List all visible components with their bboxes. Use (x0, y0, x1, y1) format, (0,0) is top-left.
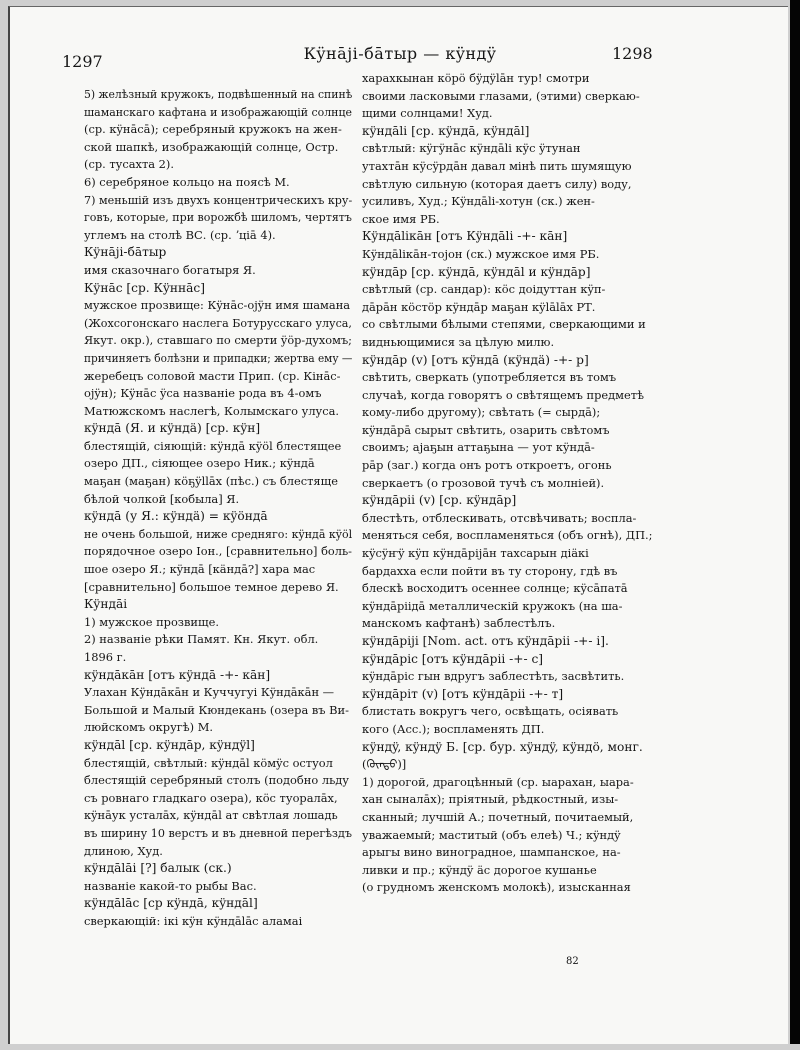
entry-text-line: Большой и Малый Кюндекань (озера въ Ви- (84, 702, 349, 717)
entry-headword: кÿндāр (v) [отъ кÿндā (кÿндä) -+- р] (362, 352, 589, 367)
entry-headword: Кÿндāliкāн [отъ Кÿндāli -+- кāн] (362, 229, 568, 244)
entry-headword: кÿндā (у Я.: кÿндä) = кÿöндā (84, 509, 268, 524)
entry-text-line: бѣлой чолкой [кобыла] Я. (84, 491, 240, 506)
entry-text-line: со свѣтлыми бѣлыми степями, сверкающими и (362, 317, 646, 332)
entry-text-line: утахтāн кÿсÿрдāн давал мінѣ пить шумящую (362, 158, 632, 173)
entry-text-line: Улахан Кÿндāкāн и Куччугуі Кÿндāкāн — (84, 685, 335, 700)
entry-headword: кÿндāріс [отъ кÿндāріі -+- с] (362, 651, 544, 666)
entry-text-line: не очень большой, ниже средняго: кÿндā кÿöl (84, 526, 353, 541)
entry-headword: Кÿнājі-бāтыр (84, 245, 167, 260)
entry-text-line: своимъ; аjaҕын аттаҕына — уот кÿндā- (362, 440, 595, 455)
entry-text-line: кÿнāук усталāх, кÿндāl ат свѣтлая лошадь (84, 808, 338, 823)
entry-text-line: блестящій, свѣтлый: кÿндāl кöмÿс остуол (84, 755, 333, 770)
scan-bottom-edge (0, 1044, 800, 1050)
entry-text-line: шое озеро Я.; кÿндā [кäндā?] хара мас (84, 562, 316, 577)
sheet-signature: 82 (566, 956, 579, 967)
entry-text-line: въ ширину 10 верстъ и въ дневной перегѣздъ (84, 825, 352, 840)
page-number-left: 1297 (62, 52, 103, 71)
entry-text-line: дāрāн кöстöр кÿндāр маҕан кÿlālāх РТ. (362, 299, 596, 314)
entry-text-line: (ср. тусахта 2). (84, 157, 174, 172)
entry-text-line: (о грудномъ женскомъ молокѣ), изысканная (362, 880, 631, 895)
entry-headword: кÿндāр [ср. кÿндā, кÿндāl и кÿндāр] (362, 264, 591, 279)
right-column (362, 70, 654, 897)
entry-text-line: арыгы вино виноградное, шампанское, на- (362, 845, 621, 860)
entry-headword: Кÿнāс [ср. Кÿннāс] (84, 280, 205, 295)
entry-text-line: 1896 г. (84, 650, 127, 664)
entry-headword: кÿндāl [ср. кÿндāр, кÿндÿl] (84, 737, 255, 752)
entry-text-line: кому-либо другому); свѣтать (= сырдā); (362, 405, 601, 420)
entry-text-line: кÿндāріс гын вдругъ заблестѣть, засвѣтить. (362, 669, 625, 684)
entry-text-line: маҕан (маҕан) кöҕÿllāх (пѣс.) съ блестяще (84, 474, 338, 489)
entry-text-line: (ᠬᠦᠨᠳᠦ)] (362, 757, 407, 772)
entry-text-line: (Жохсогонскаго наслега Ботурусскаго улуса, (84, 315, 352, 330)
entry-text-line: видньющимися за цѣлую милю. (362, 334, 555, 349)
entry-text-line: Якут. окр.), ставшаго по смерти ÿöр-духомъ; (84, 333, 353, 348)
entry-text-line: блестѣть, отблескивать, отсвѣчивать; воспла- (362, 510, 637, 525)
entry-text-line: говъ, которые, при ворожбѣ шиломъ, чертятъ (84, 210, 352, 225)
entry-text-line: порядочное озеро Іон., [сравнительно] боль- (84, 544, 352, 559)
entry-headword: кÿндāріі (v) [ср. кÿндāр] (362, 493, 517, 508)
entry-text-line: усиливъ, Худ.; Кÿндāli-хотун (ск.) жен- (362, 194, 595, 209)
entry-text-line: названіе какой-то рыбы Вас. (84, 878, 257, 893)
entry-headword: кÿндāli [ср. кÿндā, кÿндāl] (362, 123, 530, 138)
entry-text-line: 2) названіе рѣки Памят. Кн. Якут. обл. (84, 632, 319, 647)
entry-text-line: 1) мужское прозвище. (84, 614, 219, 629)
entry-text-line: мужское прозвище: Кÿнāс-ојÿн имя шамана (84, 298, 351, 313)
entry-text-line: блестящій серебряный столъ (подобно льду (84, 773, 349, 788)
entry-text-line: шаманскаго кафтана и изображающій солнце (84, 104, 352, 119)
entry-text-line: блестящій, сіяющій: кÿндā кÿöl блестящее (84, 438, 342, 453)
entry-text-line: 1) дорогой, драгоцѣнный (ср. ыарахан, ыара- (362, 774, 634, 789)
entry-text-line: харахкынан кöрö бÿдÿlāн тур! смотри (362, 71, 590, 85)
entry-text-line: углемъ на столѣ ВС. (ср. ʼціā 4). (84, 227, 276, 242)
entry-text-line: рāр (заг.) когда онъ ротъ откроетъ, огонь (362, 458, 612, 473)
entry-text-line: кÿсÿҥÿ кÿп кÿндāріjāн тахсарын діäкі (362, 546, 589, 561)
entry-text-line: люйскомъ округѣ) М. (84, 720, 213, 735)
running-head: Кÿнājі-бāтыр — кÿндÿ (303, 44, 497, 63)
entry-headword: кÿндāкāн [отъ кÿндā -+- кāн] (84, 667, 271, 682)
entry-text-line: манскомъ кафтанѣ) заблестѣлъ. (362, 616, 556, 631)
entry-text-line: озеро ДП., сіяющее озеро Ник.; кÿндā (84, 456, 315, 471)
entry-headword: кÿндāріт (v) [отъ кÿндāріі -+- т] (362, 686, 564, 701)
entry-text-line: сканный; лучшій А.; почетный, почитаемый, (362, 809, 634, 824)
entry-headword: кÿндālāс [ср кÿндā, кÿндāl] (84, 896, 258, 911)
left-column (84, 86, 352, 931)
entry-text-line: сверкающій: ікі кÿн кÿндālāс аламаі (84, 913, 303, 928)
entry-text-line: щими солнцами! Худ. (362, 106, 493, 121)
entry-text-line: ской шапкѣ, изображающій солнце, Остр. (84, 139, 339, 154)
entry-text-line: случаѣ, когда говорятъ о свѣтящемъ предметѣ (362, 387, 644, 402)
entry-headword: кÿндālāі [?] балык (ск.) (84, 861, 232, 876)
entry-text-line: кÿндāріідā металлическій кружокъ (на ша- (362, 598, 623, 613)
entry-text-line: [сравнительно] большое темное дерево Я. (84, 579, 339, 594)
page-number-right: 1298 (612, 44, 653, 63)
entry-text-line: своими ласковыми глазами, (этими) сверкаю- (362, 88, 640, 103)
entry-text-line: свѣтлый: кÿгÿнāс кÿндāli кÿс ÿтунан (362, 141, 581, 156)
entry-text-line: (ср. кÿнāсā); серебряный кружокъ на жен- (84, 122, 342, 137)
entry-text-line: причиняетъ болѣзни и припадки; жертва ему — (84, 350, 353, 365)
entry-text-line: 7) меньшій изъ двухъ концентрическихъ кру- (84, 192, 353, 207)
entry-text-line: ливки и пр.; кÿндÿ äс дорогое кушанье (362, 862, 597, 877)
entry-text-line: хан сыналāх); пріятный, рѣдкостный, изы- (362, 792, 619, 807)
entry-text-line: Матюжскомъ наслегѣ, Колымскаго улуса. (84, 403, 340, 418)
entry-text-line: съ ровнаго гладкаго озера), кöс туоралāх, (84, 790, 338, 805)
entry-headword: Кÿндāі (84, 597, 128, 612)
entry-text-line: бардахха если пойти въ ту сторону, гдѣ въ (362, 563, 618, 578)
entry-text-line: кого (Асс.); воспламенять ДП. (362, 721, 545, 736)
entry-text-line: ское имя РБ. (362, 211, 440, 226)
entry-text-line: свѣтлую сильную (которая даетъ силу) воду, (362, 176, 632, 191)
entry-headword: кÿндā (Я. и кÿндä) [ср. кÿн] (84, 421, 261, 436)
entry-text-line: 6) серебряное кольцо на поясѣ М. (84, 174, 290, 189)
entry-text-line: 5) желѣзный кружокъ, подвѣшенный на спинѣ (84, 87, 353, 101)
entry-headword: кÿндÿ, кÿндÿ Б. [ср. бур. хÿндÿ, кÿндö, монг. (362, 739, 643, 754)
entry-text-line: блистать вокругъ чего, освѣщать, осіявать (362, 704, 619, 719)
entry-text-line: свѣтить, сверкать (употребляется въ томъ (362, 370, 617, 385)
entry-headword: кÿндāріjі [Nom. act. отъ кÿндāріі -+- і]. (362, 634, 609, 648)
entry-text-line: блескѣ восходитъ осеннее солнце; кÿсāпатā (362, 581, 628, 596)
entry-text-line: длиною, Худ. (84, 843, 163, 858)
entry-text-line: ојÿн); Кÿнāс ÿса названіе рода въ 4-омъ (84, 386, 322, 401)
entry-text-line: Кÿндāliкāн-тојон (ск.) мужское имя РБ. (362, 246, 600, 261)
entry-text-line: свѣтлый (ср. сандар): кöс доідуттан кÿп- (362, 282, 606, 297)
entry-text-line: жеребецъ соловой масти Прип. (ср. Кінāс- (84, 368, 341, 383)
entry-text-line: имя сказочнаго богатыря Я. (84, 262, 256, 277)
scan-dark-edge (790, 0, 800, 1050)
entry-text-line: кÿндāрā сырыт свѣтить, озарить свѣтомъ (362, 422, 610, 437)
entry-text-line: сверкаетъ (о грозовой тучѣ съ молніей). (362, 475, 605, 490)
entry-text-line: меняться себя, воспламеняться (объ огнѣ), ДП.; (362, 528, 653, 543)
entry-text-line: уважаемый; маститый (объ елеѣ) Ч.; кÿндÿ (362, 827, 621, 842)
